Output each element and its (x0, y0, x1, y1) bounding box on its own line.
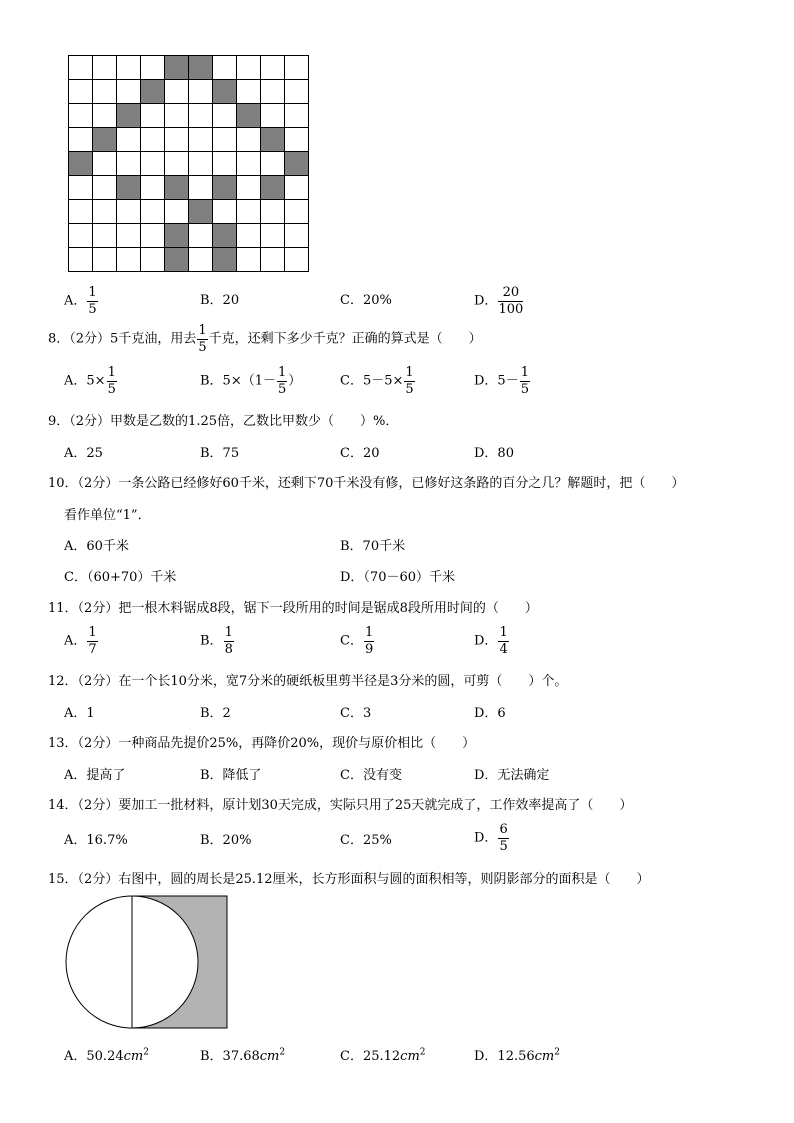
q10-option-b[interactable]: B．70千米 (340, 539, 406, 554)
fraction (520, 366, 530, 396)
grid-cell-shaded (69, 152, 93, 176)
q9-option-c[interactable]: C．20 (340, 446, 380, 461)
q10-question: 10．（2分）一条公路已经修好60千米，还剩下70千米没有修，已修好这条路的百分之几？解题时，把（ ） (48, 476, 685, 491)
grid-cell (261, 80, 285, 104)
denominator: 5 (107, 381, 116, 397)
grid-cell (189, 248, 213, 272)
q11-option-d[interactable] (474, 626, 510, 656)
grid-cell-shaded (141, 80, 165, 104)
grid-cell (237, 56, 261, 80)
grid-cell (165, 200, 189, 224)
q14-option-b[interactable]: B．20% (200, 833, 252, 848)
unit: cm (259, 1049, 280, 1064)
grid-cell (141, 200, 165, 224)
q11-question: 11．（2分）把一根木料锯成8段，锯下一段所用的时间是锯成8段所用时间的（ ） (48, 601, 538, 616)
grid-cell (213, 56, 237, 80)
q12-option-a[interactable]: A．1 (64, 706, 95, 721)
grid-cell (165, 104, 189, 128)
q8-question (48, 324, 482, 354)
option-label: D．12.56 (474, 1049, 535, 1064)
grid-cell (69, 56, 93, 80)
grid-cell (141, 152, 165, 176)
q8-text-post: 千克，还剩下多少千克？正确的算式是（ ） (208, 331, 482, 347)
grid-cell-shaded (261, 128, 285, 152)
q15-option-a[interactable] (64, 1045, 149, 1064)
grid-cell (93, 152, 117, 176)
fraction (197, 324, 207, 354)
q15-option-c[interactable] (340, 1045, 426, 1064)
q14-option-c[interactable]: C．25% (340, 833, 392, 848)
grid-cell (261, 104, 285, 128)
grid-cell (237, 200, 261, 224)
fraction (87, 626, 97, 656)
unit: cm (123, 1049, 144, 1064)
grid-cell (117, 56, 141, 80)
grid-cell-shaded (117, 176, 141, 200)
grid-cell (141, 176, 165, 200)
grid-cell (237, 176, 261, 200)
grid-cell (237, 224, 261, 248)
grid-cell (141, 128, 165, 152)
grid-cell (69, 224, 93, 248)
q7-option-d[interactable] (474, 286, 524, 316)
q11-option-b[interactable] (200, 626, 235, 656)
q15-question: 15．（2分）右图中，圆的周长是25.12厘米，长方形面积与圆的面积相等，则阴影部分的面积是（ ） (48, 872, 650, 887)
q9-option-a[interactable]: A．25 (64, 446, 103, 461)
grid-cell (237, 248, 261, 272)
grid-cell (261, 56, 285, 80)
grid-cell (189, 224, 213, 248)
unit-exponent: 2 (419, 1047, 426, 1058)
grid-cell-shaded (213, 80, 237, 104)
numerator: 1 (224, 625, 233, 640)
option-label: D．5－ (474, 373, 519, 389)
grid-cell (93, 104, 117, 128)
denominator: 8 (224, 641, 233, 657)
grid-cell (117, 248, 141, 272)
denominator: 5 (499, 838, 508, 854)
q9-question: 9．（2分）甲数是乙数的1.25倍，乙数比甲数少（ ）%． (48, 414, 399, 429)
numerator: 1 (405, 365, 414, 380)
fraction (87, 286, 97, 316)
grid-cell (141, 56, 165, 80)
unit-exponent: 2 (279, 1047, 286, 1058)
grid-cell (285, 248, 309, 272)
grid-cell-shaded (93, 128, 117, 152)
unit: cm (400, 1049, 420, 1064)
numerator: 1 (198, 323, 207, 338)
q10-question-cont: 看作单位“1”． (64, 508, 151, 523)
grid-cell-shaded (117, 104, 141, 128)
grid-cell (93, 176, 117, 200)
grid-cell-shaded (189, 56, 213, 80)
numerator: 1 (88, 625, 97, 640)
q12-option-c[interactable]: C．3 (340, 706, 372, 721)
q12-question: 12．（2分）在一个长10分米，宽7分米的硬纸板里剪半径是3分米的圆，可剪（ ）个。 (48, 674, 568, 689)
grid-cell (189, 128, 213, 152)
denominator: 100 (498, 301, 524, 317)
q13-option-a[interactable]: A．提高了 (64, 768, 126, 783)
grid-cell-shaded (213, 248, 237, 272)
numerator: 1 (499, 625, 508, 640)
numerator: 6 (499, 822, 508, 837)
fraction (498, 626, 508, 656)
option-label: B．5×（1－ (200, 373, 276, 389)
grid-cell-shaded (165, 56, 189, 80)
q12-option-d[interactable]: D．6 (474, 706, 506, 721)
q10-option-d[interactable]: D．（70－60）千米 (340, 570, 456, 585)
grid-cell-shaded (261, 176, 285, 200)
denominator: 5 (520, 381, 529, 397)
grid-cell (165, 128, 189, 152)
grid-cell-shaded (213, 224, 237, 248)
q12-option-b[interactable]: B．2 (200, 706, 231, 721)
grid-cell (189, 80, 213, 104)
grid-cell (261, 152, 285, 176)
circle-rectangle-figure (64, 894, 232, 1034)
grid-cell (141, 104, 165, 128)
grid-cell (117, 200, 141, 224)
unit: cm (534, 1049, 555, 1064)
q7-option-c[interactable]: C．20% (340, 293, 392, 308)
q11-option-a[interactable] (64, 626, 99, 656)
numerator: 1 (107, 365, 116, 380)
option-label: D． (474, 293, 498, 309)
q8-option-d[interactable] (474, 366, 531, 396)
grid-cell (93, 248, 117, 272)
grid-cell (93, 56, 117, 80)
grid-cell (285, 224, 309, 248)
q15-option-b[interactable] (200, 1045, 285, 1064)
grid-cell (69, 248, 93, 272)
grid-cell (285, 56, 309, 80)
q10-option-c[interactable]: C．（60+70）千米 (64, 570, 177, 585)
q7-option-a[interactable] (64, 286, 99, 316)
fraction (404, 366, 414, 396)
grid-cell (213, 128, 237, 152)
q14-question: 14．（2分）要加工一批材料，原计划30天完成，实际只用了25天就完成了，工作效率提高了（ ） (48, 798, 633, 813)
fraction (498, 823, 508, 853)
grid-cell (285, 176, 309, 200)
fraction (277, 366, 287, 396)
option-label: D． (474, 830, 498, 846)
denominator: 5 (198, 339, 207, 355)
numerator: 1 (88, 285, 97, 300)
option-label: A． (64, 293, 87, 309)
q8-text-pre: 8．（2分）5千克油，用去 (48, 331, 197, 347)
grid-cell (117, 80, 141, 104)
option-suffix: ） (288, 373, 302, 389)
fraction (107, 366, 117, 396)
grid-cell (117, 152, 141, 176)
denominator: 5 (405, 381, 414, 397)
grid-cell (213, 152, 237, 176)
denominator: 4 (499, 641, 508, 657)
grid-cell-shaded (237, 104, 261, 128)
q7-option-b[interactable]: B．20 (200, 293, 240, 308)
grid-cell (285, 104, 309, 128)
option-label: B． (200, 633, 223, 649)
q14-option-d[interactable] (474, 823, 510, 853)
option-label: C．25.12 (340, 1049, 401, 1064)
q13-option-b[interactable]: B．降低了 (200, 768, 262, 783)
grid-cell-shaded (165, 224, 189, 248)
grid-cell-shaded (213, 176, 237, 200)
q13-option-c[interactable]: C．没有变 (340, 768, 402, 783)
grid-cell (237, 128, 261, 152)
grid-cell (261, 224, 285, 248)
grid-cell (69, 80, 93, 104)
fraction (498, 286, 523, 316)
q9-option-b[interactable]: B．75 (200, 446, 240, 461)
grid-cell (69, 104, 93, 128)
grid-cell (285, 200, 309, 224)
numerator: 1 (520, 365, 529, 380)
grid-cell-shaded (285, 152, 309, 176)
option-label: B．37.68 (200, 1049, 260, 1064)
option-label: A．5× (64, 373, 106, 389)
q10-option-a[interactable]: A．60千米 (64, 539, 129, 554)
grid-cell (117, 224, 141, 248)
grid-cell (261, 248, 285, 272)
grid-cell (69, 128, 93, 152)
grid (68, 55, 309, 272)
grid-cell-shaded (165, 176, 189, 200)
denominator: 5 (278, 381, 287, 397)
q8-option-a[interactable] (64, 366, 118, 396)
q11-option-c[interactable] (340, 626, 375, 656)
unit-exponent: 2 (143, 1047, 149, 1058)
option-label: C． (340, 633, 363, 649)
grid-cell (69, 176, 93, 200)
denominator: 7 (88, 641, 97, 657)
q8-option-b[interactable] (200, 366, 301, 396)
grid-cell (141, 248, 165, 272)
fraction (224, 626, 234, 656)
grid-cell (93, 200, 117, 224)
grid-cell (189, 104, 213, 128)
unit-exponent: 2 (554, 1047, 560, 1058)
grid-cell (261, 200, 285, 224)
q9-option-d[interactable]: D．80 (474, 446, 514, 461)
option-label: C．5－5× (340, 373, 404, 389)
grid-cell (285, 128, 309, 152)
q13-question: 13．（2分）一种商品先提价25%，再降价20%，现价与原价相比（ ） (48, 736, 476, 751)
q15-option-d[interactable] (474, 1045, 560, 1064)
grid-cell (165, 80, 189, 104)
grid-cell (93, 224, 117, 248)
grid-cell (69, 200, 93, 224)
q14-option-a[interactable]: A．16.7% (64, 833, 128, 848)
shaded-grid-figure (68, 55, 309, 272)
q8-option-c[interactable] (340, 366, 416, 396)
grid-cell (117, 128, 141, 152)
grid-cell (93, 80, 117, 104)
fraction (364, 626, 374, 656)
denominator: 5 (88, 301, 97, 317)
grid-cell (237, 152, 261, 176)
option-label: A．50.24 (64, 1049, 124, 1064)
grid-cell (189, 176, 213, 200)
denominator: 9 (364, 641, 374, 657)
grid-cell (285, 80, 309, 104)
q13-option-d[interactable]: D．无法确定 (474, 768, 550, 783)
grid-cell (237, 80, 261, 104)
grid-cell-shaded (165, 248, 189, 272)
grid-cell (213, 104, 237, 128)
numerator: 1 (364, 625, 374, 640)
grid-cell (189, 152, 213, 176)
grid-cell-shaded (189, 200, 213, 224)
option-label: A． (64, 633, 87, 649)
grid-cell (213, 200, 237, 224)
option-label: D． (474, 633, 498, 649)
numerator: 1 (278, 365, 287, 380)
grid-cell (165, 152, 189, 176)
numerator: 20 (498, 286, 523, 302)
grid-cell (141, 224, 165, 248)
